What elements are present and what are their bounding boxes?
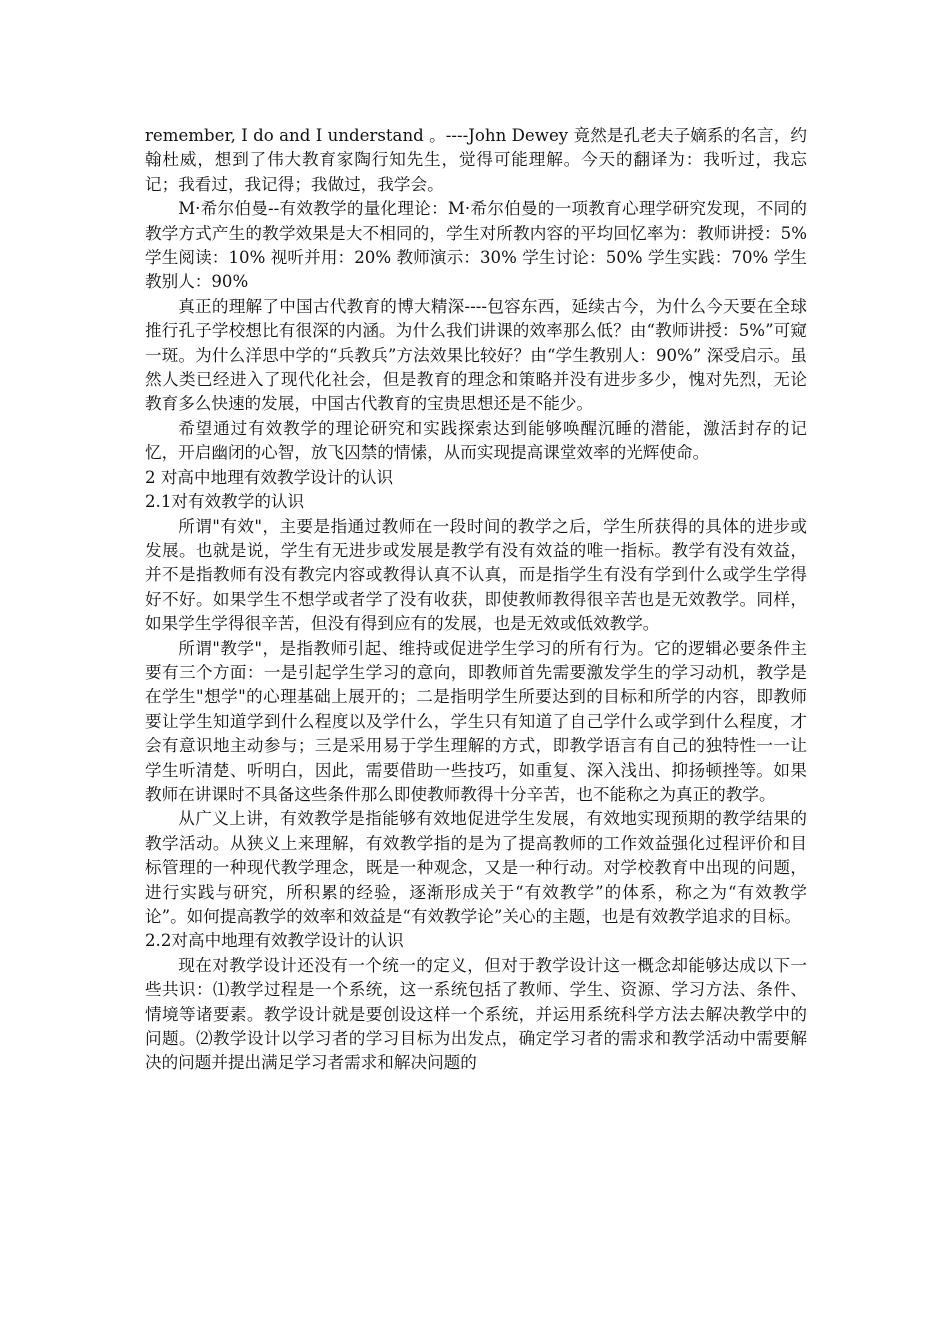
paragraph-teaching-definition: 所谓"教学"，是指教师引起、维持或促进学生学习的所有行为。它的逻辑必要条件主要有三个方面：一是引起学生学习的意向，即教师首先需要激发学生的学习动机，教学是在学生"想学"的心理基础上展开的；二是指明学生所要达到的目标和所学的内容，即教师要让学生知道学到什么程度以及学什么，学生只有知道了自己学什么或学到什么程度，才会有意识地主动参与；三是采用易于学生理解的方式，即教学语言有自己的独特性一一让学生听清楚、听明白，因此，需要借助一些技巧，如重复、深入浅出、抑扬顿挫等。如果教师在讲课时不具备这些条件那么即使教师教得十分辛苦，也不能称之为真正的教学。 (145, 638, 807, 804)
section-heading-2-1: 2.1对有效教学的认识 (145, 492, 305, 512)
section-heading-2-2: 2.2对高中地理有效教学设计的认识 (145, 931, 404, 951)
paragraph-ancient-education: 真正的理解了中国古代教育的博大精深----包容东西，延续古今，为什么今天要在全球推行孔子学校想比有很深的内涵。为什么我们讲课的效率那么低？由“教师讲授：5%”可窥一斑。为什么洋思中学的“兵教兵”方法效果比较好？由“学生教别人：90%” 深受启示。虽然人类已经进入了现代化社会，但是教育的理念和策略并没有进步多少，愧对先烈，无论教育多么快速的发展，中国古代教育的宝贵思想还是不能少。 (145, 296, 807, 414)
paragraph-broad-narrow-sense: 从广义上讲，有效教学是指能够有效地促进学生发展，有效地实现预期的教学结果的教学活动。从狭义上来理解，有效教学指的是为了提高教师的工作效益强化过程评价和目标管理的一种现代教学理念，既是一种观念，又是一种行动。对学校教育中出现的问题，进行实践与研究，所积累的经验，逐渐形成关于“有效教学”的体系，称之为“有效教学论”。如何提高教学的效率和效益是“有效教学论”关心的主题，也是有效教学追求的目标。 (145, 809, 807, 926)
paragraph-design-consensus: 现在对教学设计还没有一个统一的定义，但对于教学设计这一概念却能够达成以下一些共识：⑴教学过程是一个系统，这一系统包括了教师、学生、资源、学习方法、条件、情境等诸要素。教学设计就是要创设这样一个系统，并运用系统科学方法去解决教学中的问题。⑵教学设计以学习者的学习目标为出发点，确定学习者的需求和教学活动中需要解决的问题并提出满足学习者需求和解决问题的 (145, 955, 807, 1073)
paragraph-hope: 希望通过有效教学的理论研究和实践探索达到能够唤醒沉睡的潜能，激活封存的记忆，开启幽闭的心智，放飞囚禁的情愫，从而实现提高课堂效率的光辉使命。 (145, 418, 807, 463)
paragraph-dewey-quote: remember, I do and I understand 。----John Dewey 竟然是孔老夫子嫡系的名言，约翰杜威，想到了伟大教育家陶行知先生，觉得可能理解。今天的翻译为：我听过，我忘记；我看过，我记得；我做过，我学会。 (145, 126, 807, 194)
document-page (145, 124, 807, 1076)
section-heading-2: 2 对高中地理有效教学设计的认识 (145, 467, 394, 487)
paragraph-silberman-theory: M·希尔伯曼--有效教学的量化理论：M·希尔伯曼的一项教育心理学研究发现，不同的教学方式产生的教学效果是大不相同的，学生对所教内容的平均回忆率为：教师讲授：5% 学生阅读：10% 视听并用：20% 教师演示：30% 学生讨论：50% 学生实践：70% 学生教别人：90% (145, 199, 807, 292)
paragraph-effective-definition: 所谓"有效"，主要是指通过教师在一段时间的教学之后，学生所获得的具体的进步或发展。也就是说，学生有无进步或发展是教学有没有效益的唯一指标。教学有没有效益，并不是指教师有没有教完内容或教得认真不认真，而是指学生有没有学到什么或学生学得好不好。如果学生不想学或者学了没有收获，即使教师教得很辛苦也是无效教学。同样，如果学生学得很辛苦，但没有得到应有的发展，也是无效或低效教学。 (145, 516, 807, 634)
